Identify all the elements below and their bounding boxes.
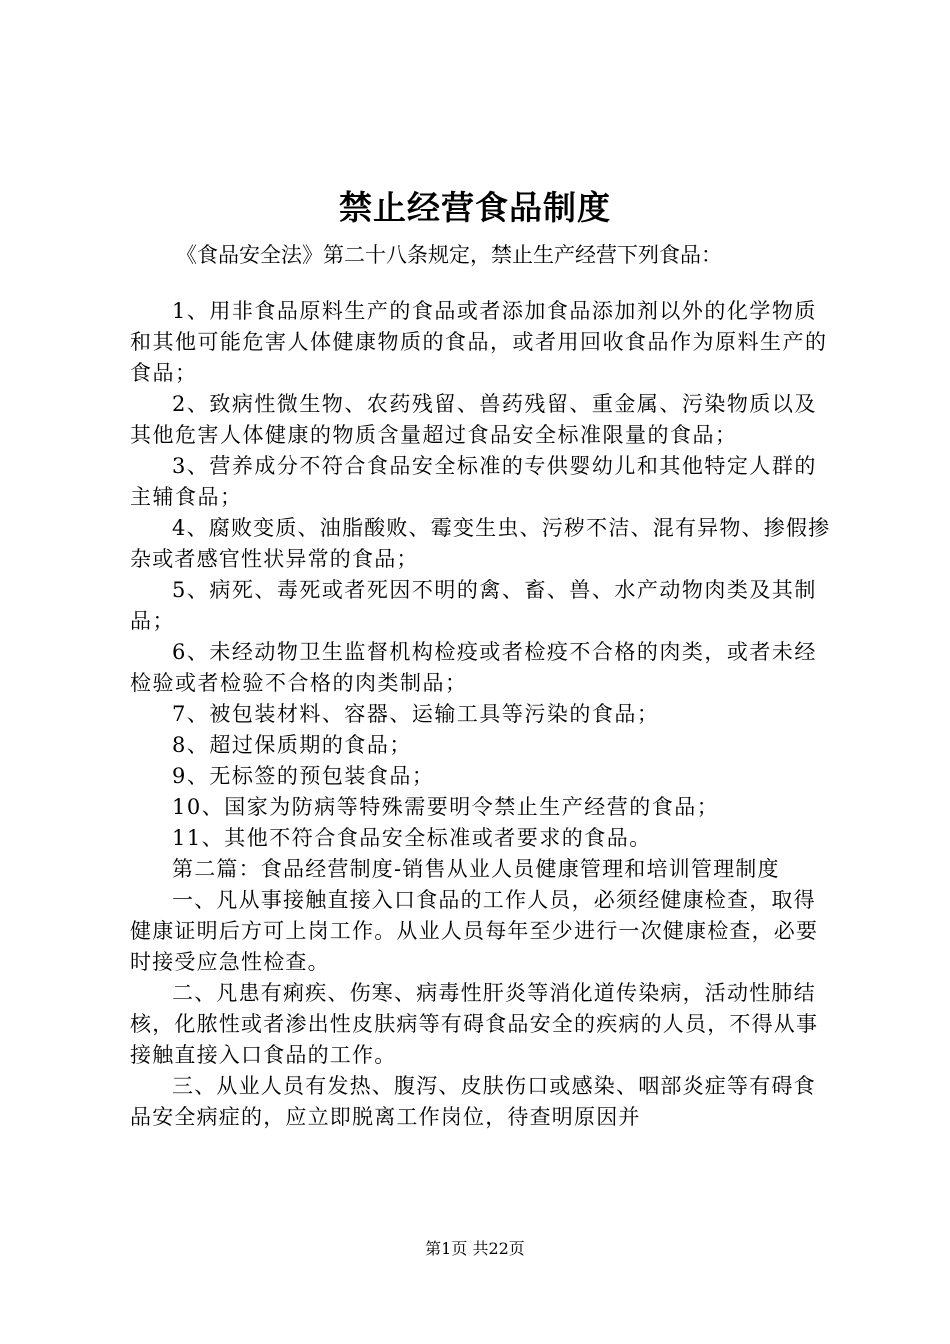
paragraph: 二、凡患有痢疾、伤寒、病毒性肝炎等消化道传染病，活动性肺结核，化脓性或者渗出性皮肤病等有碍食品安全的疾病的人员，不得从事接触直接入口食品的工作。 — [130, 981, 819, 1067]
paragraph: 3、营养成分不符合食品安全标准的专供婴幼儿和其他特定人群的主辅食品； — [130, 454, 817, 509]
paragraph: 三、从业人员有发热、腹泻、皮肤伤口或感染、咽部炎症等有碍食品安全病症的，应立即脱离工作岗位，待查明原因并 — [130, 1074, 816, 1129]
document-title: 禁止经营食品制度 — [339, 188, 611, 227]
section-heading: 第二篇：食品经营制度-销售从业人员健康管理和培训管理制度 — [172, 857, 780, 881]
paragraph: 11、其他不符合食品安全标准或者要求的食品。 — [172, 826, 652, 850]
paragraph: 1、用非食品原料生产的食品或者添加食品添加剂以外的化学物质和其他可能危害人体健康物质的食品，或者用回收食品作为原料生产的食品； — [130, 299, 828, 385]
paragraph: 9、无标签的预包装食品； — [172, 764, 435, 788]
paragraph: 5、病死、毒死或者死因不明的禽、畜、兽、水产动物肉类及其制品； — [130, 578, 817, 633]
paragraph: 6、未经动物卫生监督机构检疫或者检疫不合格的肉类，或者未经检验或者检验不合格的肉类制品； — [130, 640, 817, 695]
intro-paragraph: 《食品安全法》第二十八条规定，禁止生产经营下列食品： — [176, 243, 722, 267]
paragraph: 2、致病性微生物、农药残留、兽药残留、重金属、污染物质以及其他危害人体健康的物质含量超过食品安全标准限量的食品； — [130, 392, 817, 447]
paragraph: 7、被包装材料、容器、运输工具等污染的食品； — [172, 702, 660, 726]
paragraph: 4、腐败变质、油脂酸败、霉变生虫、污秽不洁、混有异物、掺假掺杂或者感官性状异常的食品； — [130, 516, 831, 571]
document-body — [130, 296, 832, 1133]
paragraph: 一、凡从事接触直接入口食品的工作人员，必须经健康检查，取得健康证明后方可上岗工作。从业人员每年至少进行一次健康检查，必要时接受应急性检查。 — [130, 888, 819, 974]
page-footer: 第1页 共22页 — [425, 1239, 525, 1258]
paragraph: 10、国家为防病等特殊需要明令禁止生产经营的食品； — [172, 795, 720, 819]
paragraph: 8、超过保质期的食品； — [172, 733, 412, 757]
